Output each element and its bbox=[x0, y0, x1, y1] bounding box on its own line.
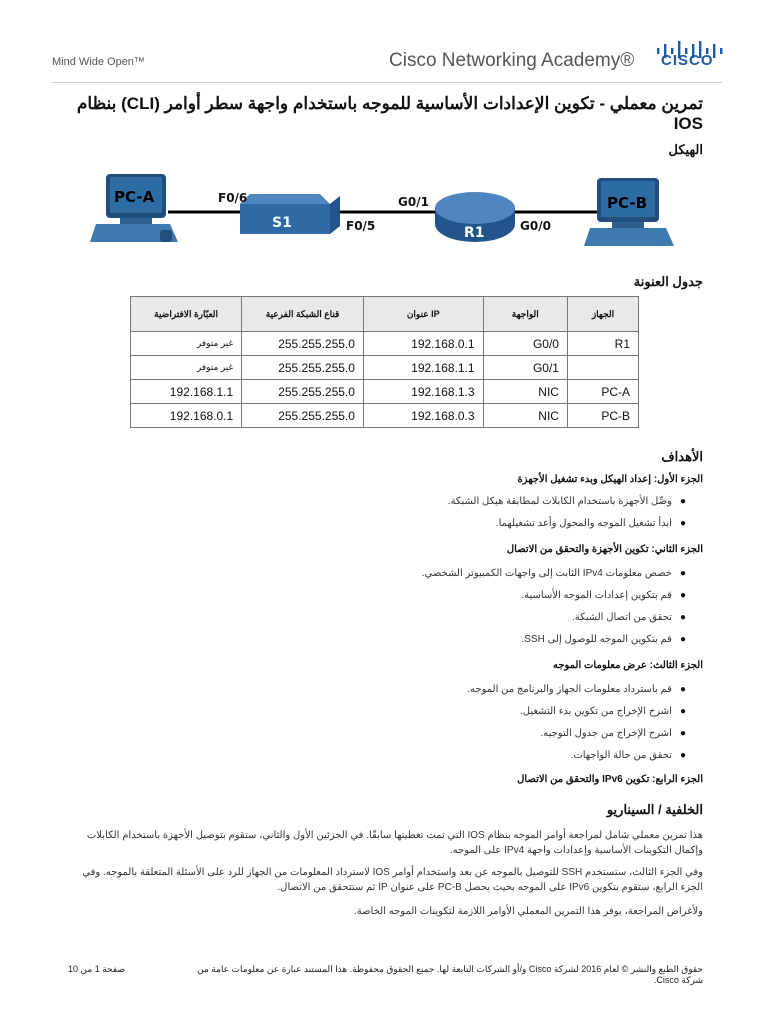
cell-gateway: غير متوفر bbox=[131, 332, 242, 356]
bullet-icon: ● bbox=[679, 590, 686, 601]
list-item: ● قم باسترداد معلومات الجهاز والبرنامج من الموجه. bbox=[467, 684, 686, 695]
bullet-icon: ● bbox=[679, 706, 686, 717]
cell-mask: 255.255.255.0 bbox=[242, 356, 364, 380]
cell-device: PC-A bbox=[567, 380, 638, 404]
col-ip-address: عنوان IP bbox=[363, 297, 483, 332]
bullet-icon: ● bbox=[679, 750, 686, 761]
background-paragraph-1: هذا تمرين معملي شامل لمراجعة أوامر الموجه بنظام IOS التي تمت تغطيتها سابقًا. في الجزئين الأول والثاني، ستقوم بتوصيل الأجهزة باستخدام الكابلات وإكمال التكوينات الأساسية وإعدادات واجهة IPv4 على الموجه. bbox=[86, 830, 703, 856]
bullet-icon: ● bbox=[679, 568, 686, 579]
footer-page-number: صفحة 1 من 10 bbox=[68, 964, 126, 974]
topology-diagram bbox=[90, 172, 690, 254]
pc-b-label: PC-B bbox=[607, 194, 648, 212]
cell-ip: 192.168.1.3 bbox=[363, 380, 483, 404]
pc-b-icon bbox=[584, 178, 674, 246]
list-item: ● ابدأ تشغيل الموجه والمحول وأعد تشغيلهما. bbox=[495, 518, 686, 529]
table-row bbox=[131, 356, 639, 380]
cell-ip: 192.168.1.1 bbox=[363, 356, 483, 380]
cell-mask: 255.255.255.0 bbox=[242, 380, 364, 404]
list-item: ● قم بتكوين الموجه للوصول إلى SSH. bbox=[521, 634, 686, 645]
list-item: ● قم بتكوين إعدادات الموجه الأساسية. bbox=[521, 590, 686, 601]
list-item: ● اشرح الإخراج من جدول التوجيه. bbox=[540, 728, 686, 739]
cell-ip: 192.168.0.1 bbox=[363, 332, 483, 356]
cell-device: R1 bbox=[567, 332, 638, 356]
bullet-icon: ● bbox=[679, 684, 686, 695]
cell-device bbox=[567, 356, 638, 380]
cisco-wordmark: CISCO bbox=[661, 52, 714, 69]
cell-ip: 192.168.0.3 bbox=[363, 404, 483, 428]
port-g00-label: G0/0 bbox=[520, 219, 551, 233]
cell-interface: NIC bbox=[483, 380, 567, 404]
cell-mask: 255.255.255.0 bbox=[242, 332, 364, 356]
part3-title: الجزء الثالث: عرض معلومات الموجه bbox=[552, 660, 703, 671]
part1-title: الجزء الأول: إعداد الهيكل وبدء تشغيل الأجهزة bbox=[517, 474, 703, 485]
col-subnet-mask: قناع الشبكة الفرعية bbox=[242, 297, 364, 332]
port-f06-label: F0/6 bbox=[218, 191, 248, 205]
bullet-icon: ● bbox=[679, 728, 686, 739]
part4-title: الجزء الرابع: تكوين IPv6 والتحقق من الاتصال bbox=[517, 774, 703, 785]
port-f05-label: F0/5 bbox=[346, 219, 376, 233]
cell-mask: 255.255.255.0 bbox=[242, 404, 364, 428]
addressing-heading: جدول العنونة bbox=[633, 274, 703, 289]
pc-a-label: PC-A bbox=[114, 188, 155, 206]
part2-title: الجزء الثاني: تكوين الأجهزة والتحقق من الاتصال bbox=[506, 544, 703, 555]
port-g01-label: G0/1 bbox=[398, 195, 429, 209]
cell-gateway: 192.168.0.1 bbox=[131, 404, 242, 428]
background-heading: الخلفية / السيناريو bbox=[606, 802, 703, 817]
table-header-row bbox=[131, 297, 639, 332]
cell-gateway: غير متوفر bbox=[131, 356, 242, 380]
table-row bbox=[131, 404, 639, 428]
bullet-icon: ● bbox=[679, 496, 686, 507]
topology-heading: الهيكل bbox=[668, 142, 703, 157]
list-item: ● خصص معلومات IPv4 الثابت إلى واجهات الكمبيوتر الشخصي. bbox=[421, 568, 686, 579]
bullet-icon: ● bbox=[679, 518, 686, 529]
list-item: ● اشرح الإخراج من تكوين بدء التشغيل. bbox=[519, 706, 686, 717]
header-divider bbox=[52, 82, 722, 83]
list-item: ● وصِّل الأجهزة باستخدام الكابلات لمطابقة هيكل الشبكة. bbox=[447, 496, 686, 507]
cell-interface: G0/0 bbox=[483, 332, 567, 356]
pc-a-icon bbox=[90, 174, 178, 242]
cell-gateway: 192.168.1.1 bbox=[131, 380, 242, 404]
list-item: ● تحقق من حالة الواجهات. bbox=[570, 750, 686, 761]
col-default-gateway: العبّارة الافتراضية bbox=[131, 297, 242, 332]
switch-s1-label: S1 bbox=[272, 215, 292, 231]
table-row bbox=[131, 380, 639, 404]
cell-interface: NIC bbox=[483, 404, 567, 428]
background-paragraph-3: ولأغراض المراجعة، يوفر هذا التمرين المعملي الأوامر اللازمة لتكوينات الموجه الخاصة. bbox=[354, 906, 703, 917]
col-device: الجهاز bbox=[567, 297, 638, 332]
list-item: ● تحقق من اتصال الشبكة. bbox=[572, 612, 686, 623]
bullet-icon: ● bbox=[679, 612, 686, 623]
col-interface: الواجهة bbox=[483, 297, 567, 332]
tagline: Mind Wide Open™ bbox=[52, 56, 145, 68]
page-header bbox=[0, 0, 768, 90]
bullet-icon: ● bbox=[679, 634, 686, 645]
router-r1-label: R1 bbox=[464, 225, 485, 241]
table-row bbox=[131, 332, 639, 356]
academy-name: Cisco Networking Academy® bbox=[389, 50, 635, 71]
objectives-heading: الأهداف bbox=[661, 449, 703, 464]
background-paragraph-2: وفي الجزء الثالث، ستستخدم SSH للتوصيل بالموجه عن بعد واستخدام أوامر IOS لاسترداد المعلومات من الجهاز للرد على الأسئلة المتعلقة بالموجه. وفي الجزء الرابع، ستقوم بتكوين IPv6 على الموجه بحيث يحصل PC-B على عنوان IP ثم ستتحقق من الاتصال. bbox=[82, 867, 703, 893]
footer-copyright: حقوق الطبع والنشر © لعام 2016 لشركة Cisco و/أو الشركات التابعة لها. جميع الحقوق محفوظة. هذا المستند عبارة عن معلومات عامة من شركة Cisco. bbox=[197, 964, 703, 985]
addressing-table bbox=[130, 296, 639, 428]
page-title: تمرين معملي - تكوين الإعدادات الأساسية للموجه باستخدام واجهة سطر أوامر (CLI) بنظام IOS bbox=[76, 94, 703, 133]
cell-device: PC-B bbox=[567, 404, 638, 428]
cell-interface: G0/1 bbox=[483, 356, 567, 380]
